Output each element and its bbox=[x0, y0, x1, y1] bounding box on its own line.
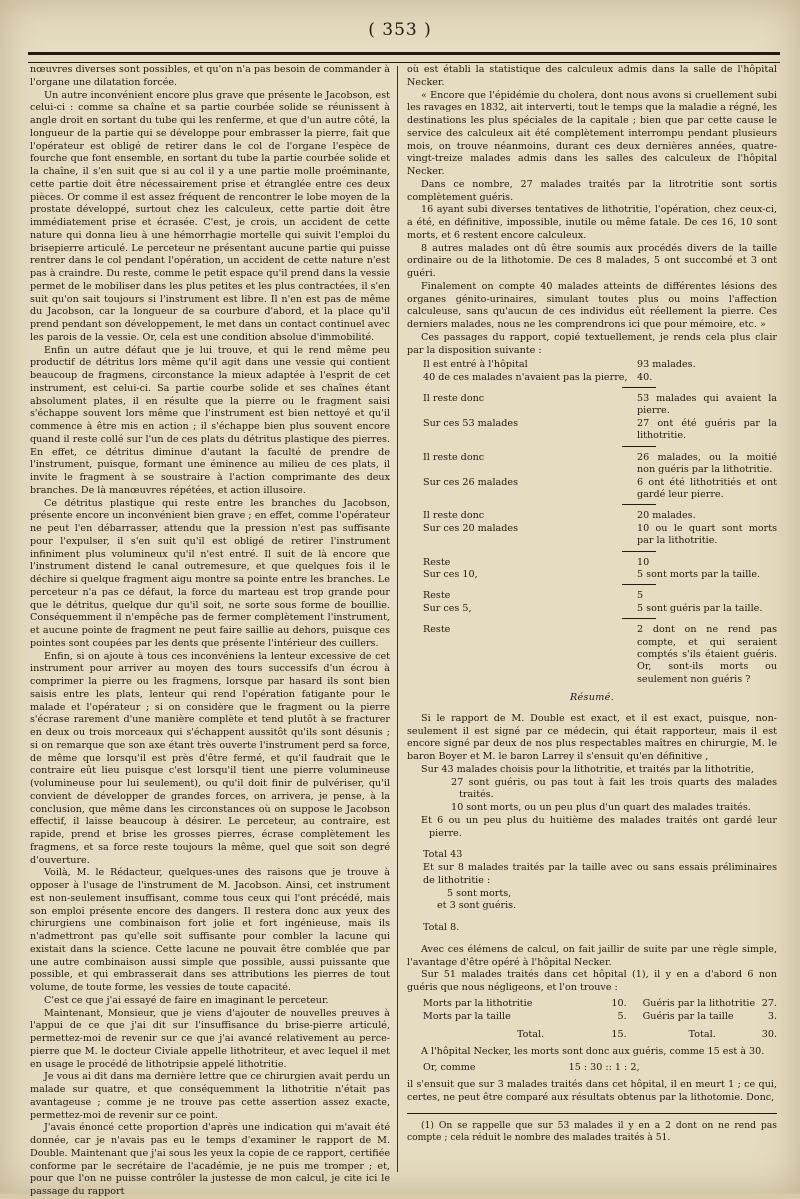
total-43: Total 43 bbox=[423, 849, 463, 861]
ratio-line bbox=[407, 1062, 777, 1075]
page-number: ( 353 ) bbox=[368, 20, 432, 40]
stat-value: 27 ont été guéris par la lithotritie. bbox=[637, 417, 777, 442]
stat-label: Il reste donc bbox=[423, 393, 485, 405]
resume-item: 10 sont morts, ou un peu plus d'un quart des malades traités. bbox=[451, 802, 751, 814]
dash-rule bbox=[622, 387, 656, 390]
right-paragraph: Finalement on compte 40 malades atteints de différentes lésions des organes génito-urinaires, simulant toutes plus ou moins l'affection calculeuse, sans qu'aucun de ces individus eût réellement la pierre. Ces derniers malades, nous ne les comprendrons ici que pour mémoire, etc. » bbox=[407, 280, 777, 330]
total-value: 30. bbox=[761, 1029, 777, 1041]
dash-rule bbox=[622, 504, 656, 507]
resume-heading: Résumé. bbox=[570, 692, 614, 704]
table-row bbox=[407, 418, 777, 443]
right-paragraph: Dans ce nombre, 27 malades traités par la litrotritie sont sortis complètement guéris. bbox=[407, 178, 777, 203]
left-paragraph: Je vous ai dit dans ma dernière lettre que ce chirurgien avait perdu un malade sur quatre, et que conséquemment la lithotritie n'était pas avantageuse ; comme je ne trouve pas cette assertion assez exacte, permettez-moi de revenir sur ce point. bbox=[30, 1071, 390, 1121]
table-row bbox=[407, 624, 777, 686]
stat-label: Sur ces 10, bbox=[423, 568, 478, 580]
total-label: Total. bbox=[517, 1029, 545, 1041]
right-paragraph: Ces passages du rapport, copié textuellement, je rends cela plus clair par la disposition suivante : bbox=[407, 331, 777, 356]
right-paragraph: 16 ayant subi diverses tentatives de lithotritie, l'opération, chez ceux-ci, a été, en définitive, impossible, inutile ou même fatale. De ces 16, 10 sont morts, et 6 restent encore calculeux. bbox=[407, 204, 777, 241]
stat-value: 20 malades. bbox=[637, 510, 696, 522]
stat-label: Reste bbox=[423, 624, 451, 636]
left-paragraph: Enfin, si on ajoute à tous ces inconvéniens la lenteur excessive de cet instrument pour arriver au moyen des tours successifs d'un écrou à comprimer la pierre ou les fragmens, lorsque par hasard ils sont bien saisis entre les plats, lenteur qui rend l'opération fatigante pour le malade et l'opérateur ; si on considère que le fragment ou la pierre s'écrase rarement d'une manière complète et tend plutôt à se fracturer en deux ou trois morceaux qui s'échappent aussitôt qu'ils sont désunis ; si on remarque que son axe étant très ouverte l'instrument perd sa force, de même que lorsqu'il est près d'être fermé, et qu'il faudrait que le contraire eût lieu puisque c'est lorsqu'il tient une pierre volumineuse (volumineuse pour lui seulement), ou qu'il doit finir de pulvériser, qu'il convient de développer de grandes forces, on arrivera, je pense, à la conclusion, que même dans les circonstances où on suppose le Jacobson effectif, il laisse beaucoup à désirer. Le perceteur, au contraire, est rapide, prend et brise les grosses pierres, écrase complètement les fragmens, et sa force reste toujours la même, quel que soit son degré d'ouverture. bbox=[30, 650, 390, 866]
right-paragraph: « Encore que l'épidémie du cholera, dont nous avons si cruellement subi les ravages en 1832, ait interverti, tout le temps que la maladie a régné, les destinations les plus spéciales de la capitale ; bien que par cette cause le service des calculeux ait été complètement interrompu pendant plusieurs mois, on trouve néanmoins, durant ces deux dernières années, quatre-vingt-treize malades admis dans les salles des calculeux de l'hôpital Necker. bbox=[407, 89, 777, 177]
taille-gueris: et 3 sont guéris. bbox=[437, 900, 517, 912]
left-paragraph: Voilà, M. le Rédacteur, quelques-unes des raisons que je trouve à opposer à l'usage de l'instrument de M. Jacobson. Ainsi, cet instrument est non-seulement insuffisant, comme tous ceux qui l'ont précédé, mais son emploi présente encore des dangers. Il restera donc aux yeux des chirurgiens une combinaison fort jolie et fort ingénieuse, mais ils n'admettront pas qu'elle soit suffisante pour combler la lacune qui existait dans la science. Cette lacune ne pouvait être comblée que par une autre combinaison aussi simple que possible, aussi puissante que possible, et qui embrasserait dans ses attributions les pierres de tout volume, de toute forme, les vessies de toute capacité. bbox=[30, 867, 390, 993]
right-paragraph: où est établi la statistique des calculeux admis dans la salle de l'hôpital Necker. bbox=[407, 64, 777, 88]
table-cell: 27. bbox=[761, 997, 777, 1009]
left-paragraph: J'avais énoncé cette proportion d'après une indication qui m'avait été donnée, car je n'avais pas eu le temps d'examiner le rapport de M. Double. Maintenant que j'ai sous les yeux la copie de ce rapport, certifiée conforme par le secrétaire de l'académie, je ne puis me tromper ; et, pour que l'on ne puisse contrôler la justesse de mon calcul, je cite ici le passage du rapport bbox=[30, 1122, 390, 1197]
stat-label: Il reste donc bbox=[423, 451, 485, 463]
total-label: Total. bbox=[688, 1029, 716, 1041]
resume-item: Sur 43 malades choisis pour la lithotritie, et traités par la lithotritie, bbox=[421, 763, 754, 775]
right-paragraph: Sur 51 malades traités dans cet hôpital (1), il y en a d'abord 6 non guéris que nous négligeons, et l'on trouve : bbox=[407, 969, 777, 994]
stat-value: 10 bbox=[637, 556, 650, 568]
footnote-rule bbox=[407, 1113, 777, 1114]
dash-rule bbox=[622, 584, 656, 587]
table-cell: 10. bbox=[611, 997, 627, 1009]
table-row bbox=[407, 603, 777, 615]
table-cell: Morts par la taille bbox=[423, 1010, 511, 1022]
outcome-table bbox=[407, 998, 777, 1042]
stat-value: 2 dont on ne rend pas compte, et qui seraient comptés s'ils étaient guéris. Or, sont-ils morts ou seulement non guéris ? bbox=[637, 624, 777, 685]
right-paragraph: 8 autres malades ont dû être soumis aux procédés divers de la taille ordinaire ou de la lithotomie. De ces 8 malades, 5 ont succombé et 3 ont guéri. bbox=[407, 242, 777, 279]
stat-label: Sur ces 26 malades bbox=[423, 476, 519, 488]
dash-rule bbox=[622, 618, 656, 621]
table-row bbox=[407, 359, 777, 371]
stat-label: Reste bbox=[423, 590, 451, 602]
table-cell: Guéris par la lithotritie bbox=[642, 997, 756, 1009]
dash-rule bbox=[622, 551, 656, 554]
resume-item: Et 6 ou un peu plus du huitième des malades traités ont gardé leur pierre. bbox=[421, 814, 777, 839]
table-row bbox=[407, 590, 777, 602]
table-row bbox=[407, 523, 777, 548]
right-paragraph: il s'ensuit que sur 3 malades traités dans cet hôpital, il en meurt 1 ; ce qui, certes, ne peut être comparé aux résultats obtenus par la lithotomie. Donc, bbox=[407, 1079, 777, 1103]
left-paragraph: C'est ce que j'ai essayé de faire en imaginant le perceteur. bbox=[44, 994, 329, 1006]
table-row bbox=[407, 393, 777, 418]
table-row bbox=[407, 452, 777, 477]
right-paragraph: Si le rapport de M. Double est exact, et il est exact, puisque, non-seulement il est signé par ce médecin, qui était rapporteur, mais il est encore signé par deux de nos plus respectables maîtres en chirurgie, M. le baron Boyer et M. le baron Larrey il s'ensuit qu'en définitive , bbox=[407, 712, 777, 763]
column-divider bbox=[397, 66, 398, 1172]
table-cell: Guéris par la taille bbox=[642, 1010, 734, 1022]
right-paragraph: A l'hôpital Necker, les morts sont donc aux guéris, comme 15 est à 30. bbox=[421, 1045, 765, 1057]
stat-value: 5 bbox=[637, 590, 644, 602]
stat-value: 10 ou le quart sont morts par la lithotritie. bbox=[637, 522, 777, 547]
table-cell: 3. bbox=[767, 1010, 777, 1022]
total-value: 15. bbox=[611, 1029, 627, 1041]
right-column bbox=[407, 64, 777, 1182]
stat-label: Sur ces 5, bbox=[423, 602, 472, 614]
table-row bbox=[407, 477, 777, 502]
ratio-expression: 15 : 30 :: 1 : 2, bbox=[568, 1062, 640, 1074]
statistics-table bbox=[407, 359, 777, 686]
table-row bbox=[407, 510, 777, 522]
stat-value: 40. bbox=[637, 371, 653, 383]
footnote: (1) On se rappelle que sur 53 malades il y en a 2 dont on ne rend pas compte ; cela réduit le nombre des malades traités à 51. bbox=[407, 1119, 777, 1143]
stat-label: Il est entré à l'hôpital bbox=[423, 359, 528, 371]
left-column bbox=[30, 64, 390, 1197]
total-8: Total 8. bbox=[423, 922, 460, 934]
taille-morts: 5 sont morts, bbox=[447, 887, 512, 899]
table-row bbox=[407, 1011, 777, 1024]
left-paragraph: Un autre inconvénient encore plus grave que présente le Jacobson, est celui-ci : comme sa chaîne et sa partie courbée solide se réunissent à angle droit en sortant du tube qui les renferme, et que d'un autre côté, la longueur de la partie qui se développe pour embrasser la pierre, fait que l'opérateur est obligé de retirer dans le col de l'organe l'espèce de fourche que font ensemble, en sortant du tube la partie courbée solide et la chaîne, il s'en suit que si au col il y a une partie molle proéminante, cette partie doit être nécessairement prise et étranglée entre ces deux pièces. Or comme il est assez fréquent de rencontrer le lobe moyen de la prostate développé, surtout chez les calculeux, cette partie doit être immédiatement prise et écrasée. C'est, je crois, un accident de cette nature qui donna lieu à une hémorrhagie mortelle qui suivit l'emploi du brisepierre articulé. Le perceteur ne présentant aucune partie qui puisse rentrer dans le col pendant l'opération, un accident de cette nature n'est pas à craindre. Du reste, comme le petit espace qu'il prend dans la vessie permet de le mobiliser dans les plus petites et les plus contractées, il s'en suit qu'on sait toujours si l'instrument est libre. Il n'en est pas de même du Jacobson, car la longueur de sa courbure d'abord, et la place qu'il prend pendant son développement, le met dans un contact continuel avec les parois de la vessie. Or, cela est une condition absolue d'immobilité. bbox=[30, 89, 390, 343]
left-paragraph: Enfin un autre défaut que je lui trouve, et qui le rend même peu productif de détritus lors même qu'il agit dans une vessie qui contient beaucoup de fragmens, circonstance la mieux adaptée à l'esprit de cet instrument, est celui-ci. Sa partie courbe solide et ses chaînes étant absolument plates, il en résulte que la pierre ou le fragment saisi s'échappe souvent lors même que l'instrument est bien nettoyé et qu'il commence à être mis en action ; il s'échappe bien plus souvent encore quand il reste collé sur l'un de ces plats du détritus plastique des pierres. En effet, ce détritus diminue d'autant la faculté de prendre de l'instrument, puisque, formant une éminence au milieu de ces plats, il invite le fragment à se soustraire à l'action comprimante des deux branches. De là manœuvres répétées, et action illusoire. bbox=[30, 344, 390, 496]
header-rule bbox=[28, 52, 780, 63]
left-paragraph: nœuvres diverses sont possibles, et qu'on n'a pas besoin de commander à l'organe une dilatation forcée. bbox=[30, 64, 390, 88]
stat-value: 5 sont morts par la taille. bbox=[637, 568, 761, 580]
stat-value: 53 malades qui avaient la pierre. bbox=[637, 393, 777, 417]
right-paragraph: Avec ces élémens de calcul, on fait jaillir de suite par une règle simple, l'avantage d'être opéré à l'hôpital Necker. bbox=[407, 943, 777, 968]
stat-label: Sur ces 20 malades bbox=[423, 522, 519, 534]
resume-item: 27 sont guéris, ou pas tout à fait les trois quarts des malades traités. bbox=[451, 776, 777, 801]
ratio-intro: Or, comme bbox=[423, 1062, 476, 1074]
taille-line: Et sur 8 malades traités par la taille avec ou sans essais préliminaires de lithotritie : bbox=[423, 862, 777, 886]
dash-rule bbox=[622, 446, 656, 449]
stat-value: 5 sont guéris par la taille. bbox=[637, 602, 763, 614]
table-row bbox=[407, 372, 777, 384]
table-row bbox=[407, 1023, 777, 1042]
stat-value: 6 ont été lithotritiés et ont gardé leur pierre. bbox=[637, 476, 777, 500]
table-row bbox=[407, 557, 777, 569]
stat-value: 93 malades. bbox=[637, 359, 696, 371]
stat-label: Sur ces 53 malades bbox=[423, 417, 519, 429]
table-cell: Morts par la lithotritie bbox=[423, 997, 533, 1009]
stat-value: 26 malades, ou la moitié non guéris par la lithotritie. bbox=[637, 451, 777, 476]
stat-label: Reste bbox=[423, 556, 451, 568]
table-cell: 5. bbox=[617, 1010, 627, 1022]
stat-label: Il reste donc bbox=[423, 510, 485, 522]
left-paragraph: Ce détritus plastique qui reste entre les branches du Jacobson, présente encore un inconvénient bien grave ; en effet, comme l'opérateur ne peut l'en débarrasser, attendu que la pression n'est pas suffisante pour l'expulser, il s'en suit qu'il est obligé de retirer l'instrument infiniment plus volumineux qu'il n'est entré. Il suit de là encore que l'instrument distend le canal outremesure, et que quelques fois il le déchire si quelque fragment aigu montre sa pointe entre les branches. Le perceteur n'a pas ce défaut, la force du marteau est trop grande pour que le détritus, quelque dur qu'il soit, ne sorte sous forme de bouillie. Conséquemment il n'empêche pas de fermer complètement l'instrument, et aucune pointe de fragment ne peut faire saillie au dehors, puisque ces pointes sont coupées par les dents que présente l'intérieur des cuillers. bbox=[30, 497, 390, 649]
left-paragraph: Maintenant, Monsieur, que je viens d'ajouter de nouvelles preuves à l'appui de ce que j'ai dit sur l'insuffisance du brise-pierre articulé, permettez-moi de revenir sur ce que j'ai avancé relativement au perce-pierre que M. le docteur Civiale appelle lithotriteur, et avec lequel il met en usage le procédé de lithotripsie appelé lithotritie. bbox=[30, 1007, 390, 1070]
stat-label: 40 de ces malades n'avaient pas la pierre, bbox=[423, 371, 628, 383]
table-row bbox=[407, 569, 777, 581]
table-row bbox=[407, 998, 777, 1011]
